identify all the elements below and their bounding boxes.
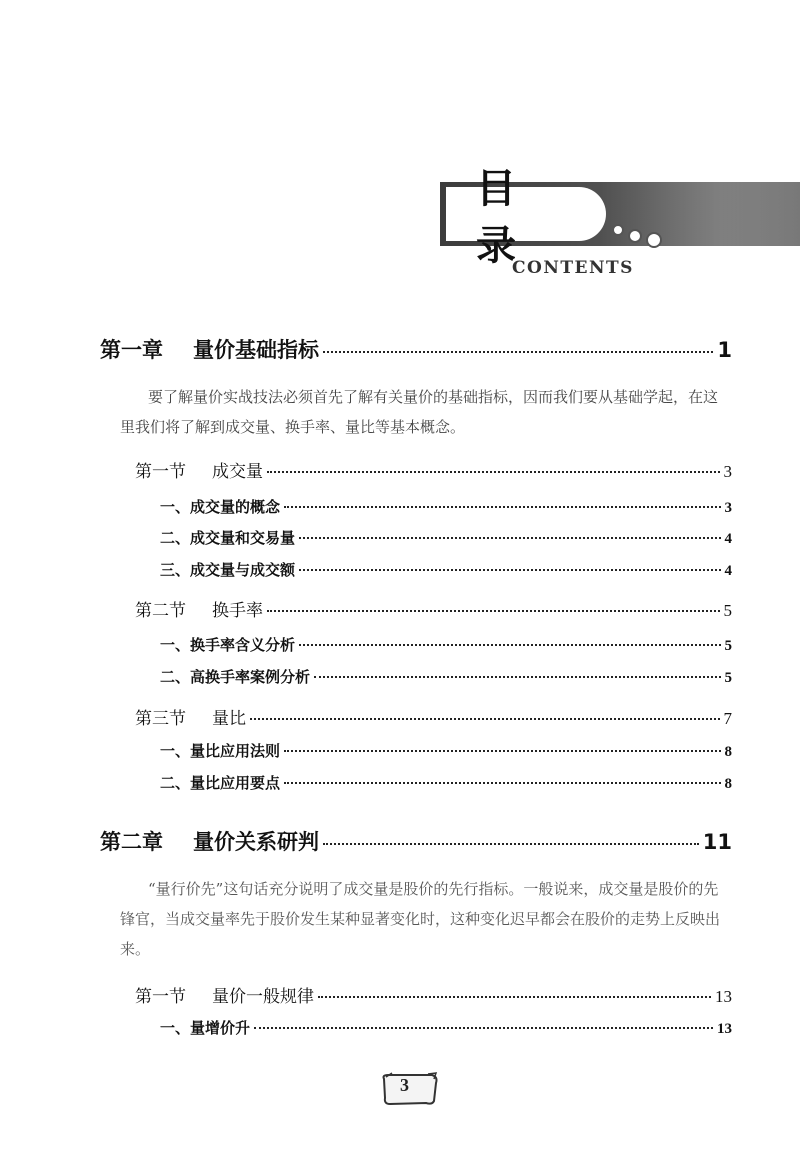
dot-leader [318, 996, 711, 998]
section-title: 量比 [212, 709, 246, 729]
section-label: 第三节 [135, 709, 186, 729]
chapter-title: 量价关系研判 [193, 830, 319, 854]
toc-section[interactable] [135, 982, 732, 1007]
toc-item[interactable] [160, 559, 732, 580]
section-title: 成交量 [212, 462, 263, 482]
dot-leader [284, 750, 720, 752]
item-title: 三、成交量与成交额 [160, 561, 296, 579]
dot-leader [299, 644, 720, 646]
dot-leader [284, 506, 720, 508]
toc-section[interactable] [135, 704, 732, 729]
chapter-description: “量行价先”这句话充分说明了成交量是股价的先行指标。一般说来，成交量是股价的先锋官，当成交量率先于股价发生某种显著变化时，这种变化迟早都会在股价的走势上反映出来。 [120, 880, 721, 958]
chapter-description: 要了解量价实战技法必须首先了解有关量价的基础指标，因而我们要从基础学起，在这里我们将了解到成交量、换手率、量比等基本概念。 [120, 388, 719, 436]
page-number: 8 [724, 776, 732, 792]
toc-item[interactable] [160, 527, 732, 548]
section-title: 换手率 [212, 601, 263, 621]
dot-leader [323, 843, 699, 845]
toc-chapter-1[interactable] [100, 334, 732, 364]
footer-page-number: 3 [400, 1075, 409, 1095]
dot-leader [314, 676, 720, 678]
chapter-title: 量价基础指标 [193, 338, 319, 362]
item-title: 一、量增价升 [160, 1019, 251, 1037]
dot-leader [284, 782, 720, 784]
chapter-label: 第一章 [100, 338, 163, 362]
page-number: 13 [717, 1021, 732, 1037]
toc-item[interactable] [160, 666, 732, 687]
item-title: 一、换手率含义分析 [160, 636, 296, 654]
dot-leader [299, 537, 720, 539]
page-number: 4 [724, 531, 732, 547]
section-label: 第一节 [135, 462, 186, 482]
page-number: 3 [724, 500, 732, 516]
section-title: 量价一般规律 [212, 987, 314, 1007]
toc-item[interactable] [160, 1017, 732, 1038]
toc-item[interactable] [160, 634, 732, 655]
page-number: 5 [724, 638, 732, 654]
item-title: 一、量比应用法则 [160, 742, 281, 760]
toc-chapter-2[interactable] [100, 826, 732, 856]
banner-dot-icon [612, 224, 624, 236]
banner-dot-icon [628, 229, 642, 243]
page-number: 13 [715, 987, 732, 1006]
toc-section[interactable] [135, 596, 732, 621]
page-number: 5 [723, 601, 732, 620]
page-number: 8 [724, 744, 732, 760]
page-number-badge [378, 1071, 442, 1107]
page-number: 5 [724, 670, 732, 686]
dot-leader [299, 569, 720, 571]
chapter-label: 第二章 [100, 830, 163, 854]
toc-item[interactable] [160, 496, 732, 517]
dot-leader [267, 471, 720, 473]
banner-dot-icon [646, 232, 662, 248]
page-number: 4 [724, 563, 732, 579]
dot-leader [254, 1027, 713, 1029]
page-badge-icon [378, 1071, 442, 1107]
page-number: 1 [717, 338, 732, 362]
contents-subtitle: CONTENTS [512, 258, 634, 278]
item-title: 二、高换手率案例分析 [160, 668, 311, 686]
page-number: 7 [723, 709, 732, 728]
item-title: 二、量比应用要点 [160, 774, 281, 792]
page-number: 11 [702, 830, 732, 854]
page-title: 目 录 [446, 187, 606, 241]
dot-leader [323, 351, 713, 353]
toc-section[interactable] [135, 457, 732, 482]
dot-leader [267, 610, 720, 612]
item-title: 二、成交量和交易量 [160, 529, 296, 547]
section-label: 第二节 [135, 601, 186, 621]
toc-item[interactable] [160, 772, 732, 793]
toc-item[interactable] [160, 740, 732, 761]
section-label: 第一节 [135, 987, 186, 1007]
item-title: 一、成交量的概念 [160, 498, 281, 516]
dot-leader [250, 718, 720, 720]
page-number: 3 [723, 462, 732, 481]
